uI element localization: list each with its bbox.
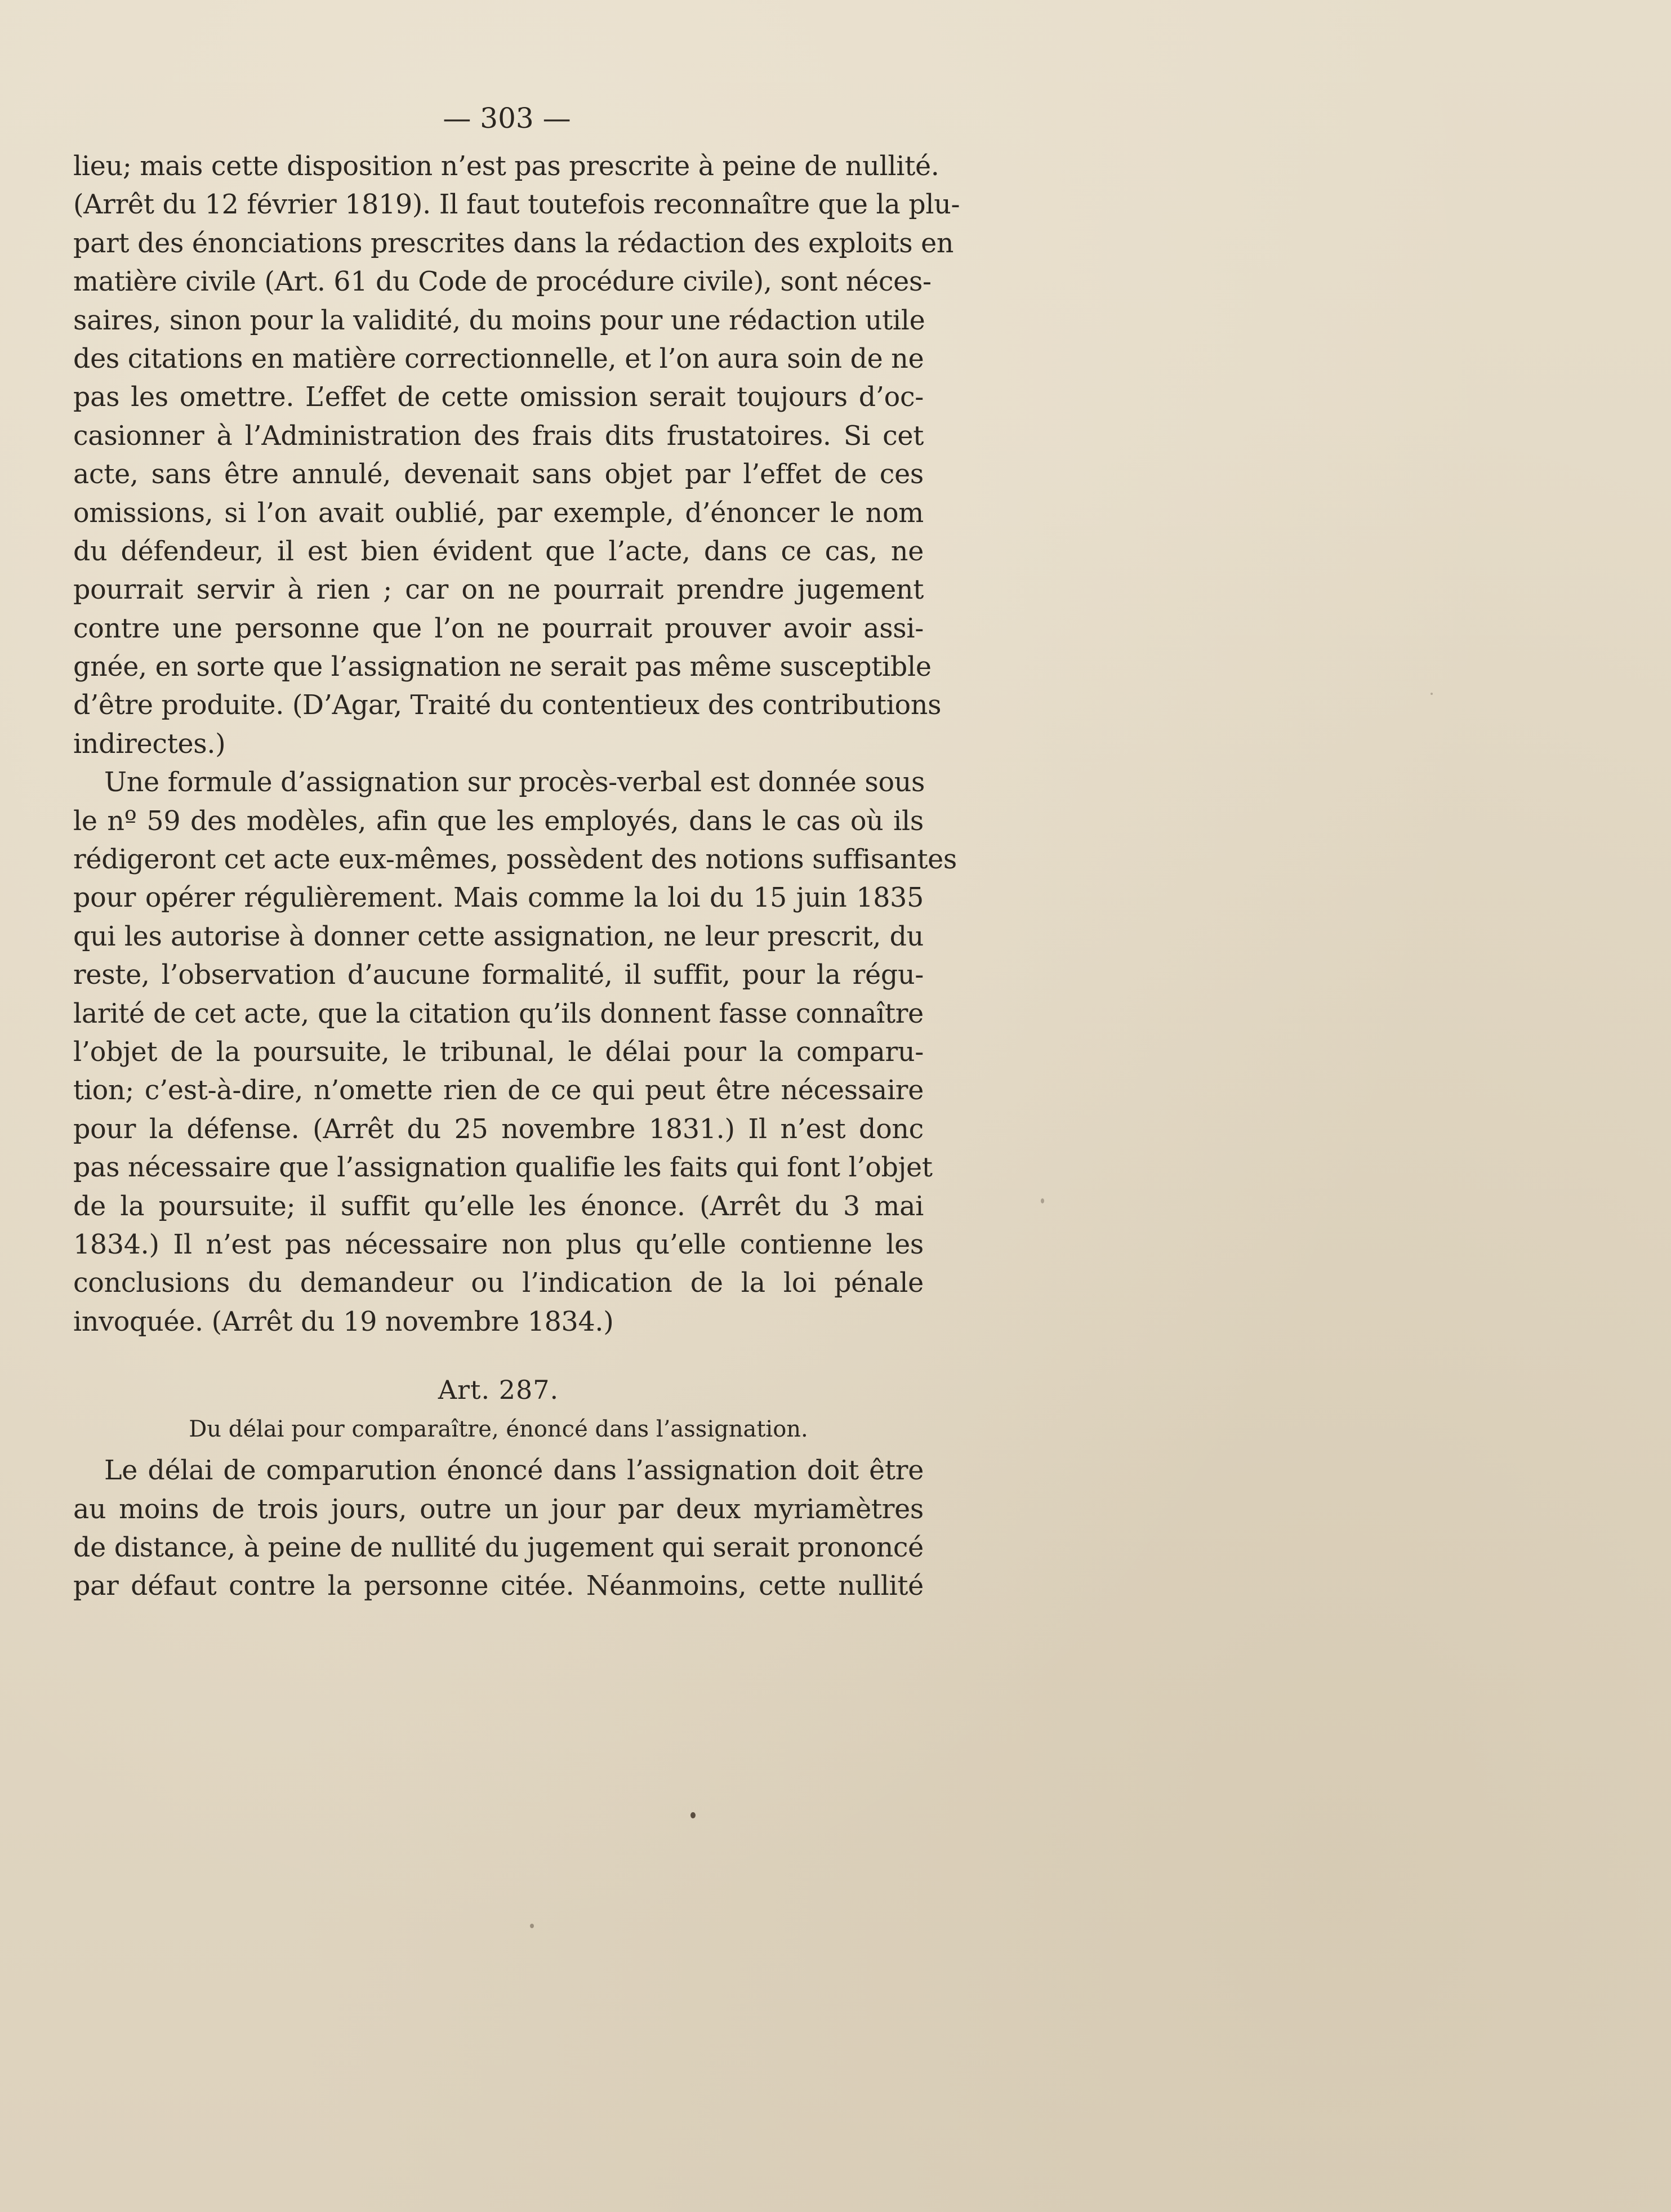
text-line: acte, sans être annulé, devenait sans objet par l’effet de ces xyxy=(73,459,924,490)
text-line: indirectes.) xyxy=(73,728,226,760)
text-line: matière civile (Art. 61 du Code de procédure civile), sont néces- xyxy=(73,266,932,298)
text-line: pour la défense. (Arrêt du 25 novembre 1831.) Il n’est donc xyxy=(73,1113,924,1145)
text-line: le nº 59 des modèles, afin que les employés, dans le cas où ils xyxy=(73,805,924,837)
article-heading: Art. 287. xyxy=(438,1375,559,1406)
paper-speck xyxy=(1041,1198,1044,1203)
text-line: de distance, à peine de nullité du jugement qui serait prononcé xyxy=(73,1532,924,1563)
text-line: qui les autorise à donner cette assignation, ne leur prescrit, du xyxy=(73,921,924,952)
text-line: pourrait servir à rien ; car on ne pourrait prendre jugement xyxy=(73,574,924,606)
paper-speck xyxy=(1431,693,1433,695)
text-line: (Arrêt du 12 février 1819). Il faut toutefois reconnaître que la plu- xyxy=(73,189,960,221)
text-line: des citations en matière correctionnelle, et l’on aura soin de ne xyxy=(73,343,924,374)
paper-speck xyxy=(530,1924,534,1928)
page-number: — 303 — xyxy=(443,102,571,135)
page-body xyxy=(73,101,960,1606)
text-line: contre une personne que l’on ne pourrait prouver avoir assi- xyxy=(73,613,924,644)
text-line: pas les omettre. L’effet de cette omission serait toujours d’oc- xyxy=(73,382,924,413)
paragraph-3 xyxy=(73,1452,924,1606)
text-line: l’objet de la poursuite, le tribunal, le délai pour la comparu- xyxy=(73,1036,924,1068)
text-line: au moins de trois jours, outre un jour par deux myriamètres xyxy=(73,1493,924,1525)
text-line: tion; c’est-à-dire, n’omette rien de ce qui peut être nécessaire xyxy=(73,1075,924,1107)
text-line: 1834.) Il n’est pas nécessaire non plus qu’elle contienne les xyxy=(73,1229,924,1260)
text-line: saires, sinon pour la validité, du moins pour une rédaction utile xyxy=(73,305,925,336)
text-line: par défaut contre la personne citée. Néanmoins, cette nullité xyxy=(73,1571,924,1602)
text-line: conclusions du demandeur ou l’indication de la loi pénale xyxy=(73,1268,924,1299)
text-line: du défendeur, il est bien évident que l’acte, dans ce cas, ne xyxy=(73,536,924,567)
text-line: omissions, si l’on avait oublié, par exemple, d’énoncer le nom xyxy=(73,497,924,529)
text-line: lieu; mais cette disposition n’est pas prescrite à peine de nullité. xyxy=(73,151,939,182)
text-line: invoquée. (Arrêt du 19 novembre 1834.) xyxy=(73,1306,614,1337)
text-line: reste, l’observation d’aucune formalité, il suffit, pour la régu- xyxy=(73,960,924,991)
text-line: pas nécessaire que l’assignation qualifie les faits qui font l’objet xyxy=(73,1152,933,1184)
text-line: casionner à l’Administration des frais dits frustatoires. Si cet xyxy=(73,420,924,452)
article-subheading: Du délai pour comparaître, énoncé dans l’assignation. xyxy=(189,1416,808,1443)
text-line: rédigeront cet acte eux-mêmes, possèdent des notions suffisantes xyxy=(73,844,957,876)
text-line: de la poursuite; il suffit qu’elle les énonce. (Arrêt du 3 mai xyxy=(73,1190,924,1222)
text-line: Une formule d’assignation sur procès-verbal est donnée sous xyxy=(104,767,925,799)
paper-speck xyxy=(690,1812,696,1818)
text-line: Le délai de comparution énoncé dans l’assignation doit être xyxy=(104,1455,924,1487)
text-line: larité de cet acte, que la citation qu’ils donnent fasse connaître xyxy=(73,998,924,1029)
text-line: pour opérer régulièrement. Mais comme la loi du 15 juin 1835 xyxy=(73,882,924,914)
text-line: gnée, en sorte que l’assignation ne serait pas même susceptible xyxy=(73,652,932,683)
text-line: part des énonciations prescrites dans la rédaction des exploits en xyxy=(73,228,954,259)
paragraph-1 xyxy=(73,148,960,764)
paragraph-2 xyxy=(73,764,957,1341)
text-line: d’être produite. (D’Agar, Traité du contentieux des contributions xyxy=(73,690,942,721)
